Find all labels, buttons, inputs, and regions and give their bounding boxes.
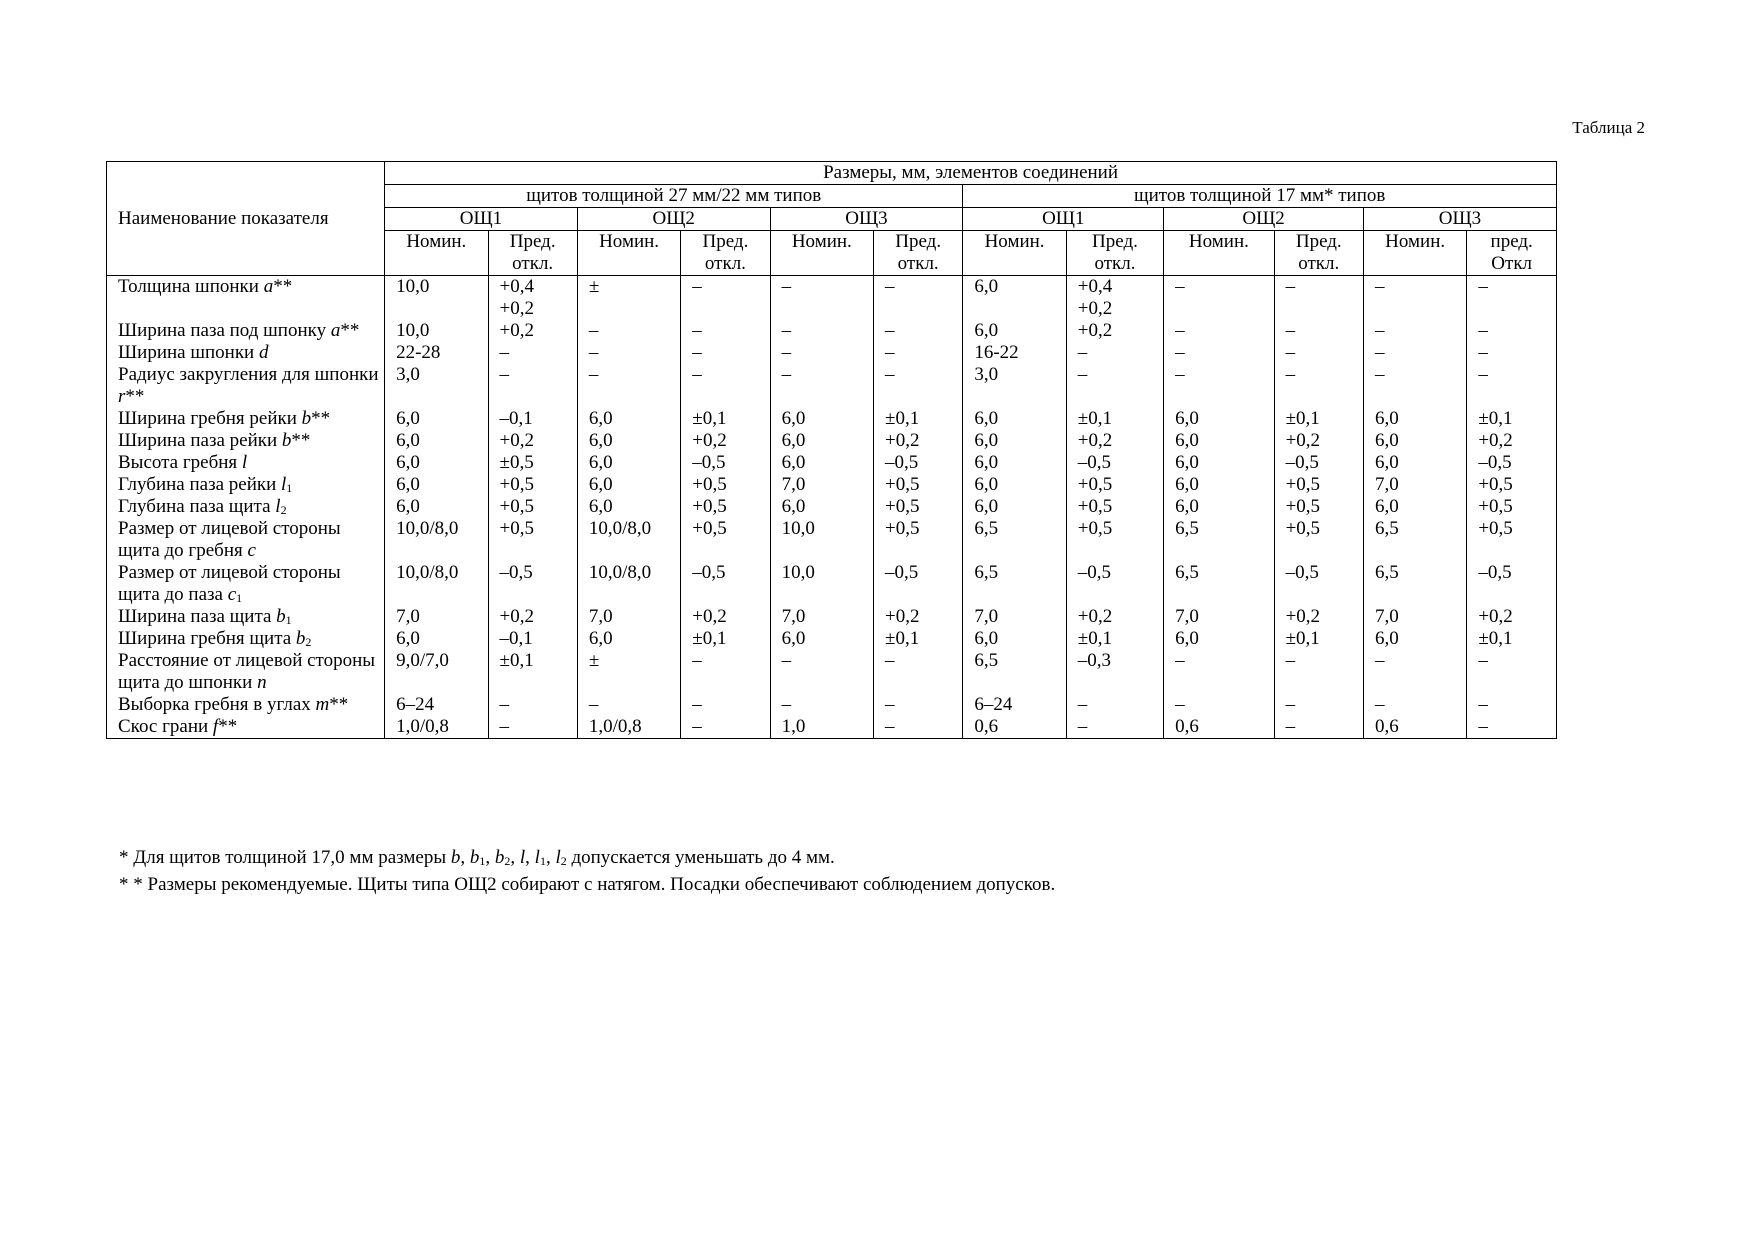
cell-nominal: 6,0: [1363, 430, 1466, 452]
cell-deviation: –0,5: [1274, 562, 1363, 606]
cell-nominal: 6–24: [963, 694, 1066, 716]
cell-deviation: ±0,1: [681, 628, 770, 650]
cell-deviation: –: [488, 364, 577, 408]
table-row: [107, 606, 1557, 628]
row-label: Выборка гребня в углах m**: [107, 694, 385, 716]
cell-deviation: –: [1066, 364, 1163, 408]
cell-nominal: 6,5: [963, 518, 1066, 562]
cell-nominal: 6,5: [963, 650, 1066, 694]
cell-deviation: ±0,1: [1066, 628, 1163, 650]
cell-deviation: –: [874, 276, 963, 321]
cell-nominal: 10,0/8,0: [385, 518, 488, 562]
row-label: Глубина паза рейки $l_1$: [107, 474, 385, 496]
cell-deviation: +0,5: [488, 518, 577, 562]
cell-deviation: –: [1066, 694, 1163, 716]
cell-deviation: ±0,1: [1467, 628, 1557, 650]
cell-deviation: ±0,1: [1274, 408, 1363, 430]
cell-nominal: –: [1164, 694, 1274, 716]
cell-nominal: 10,0: [770, 518, 873, 562]
cell-deviation: –: [1066, 716, 1163, 739]
table-caption: Таблица 2: [1572, 118, 1645, 137]
header-deviation: Пред. откл.: [874, 231, 963, 276]
cell-nominal: 7,0: [1164, 606, 1274, 628]
cell-nominal: 16-22: [963, 342, 1066, 364]
cell-nominal: 6,0: [1164, 430, 1274, 452]
cell-deviation: –: [1274, 650, 1363, 694]
row-label: Ширина паза рейки b**: [107, 430, 385, 452]
cell-nominal: 6,0: [963, 496, 1066, 518]
cell-nominal: 10,0: [385, 276, 488, 321]
cell-deviation: +0,2: [488, 430, 577, 452]
header-deviation: Пред. откл.: [1274, 231, 1363, 276]
cell-nominal: 6,0: [385, 496, 488, 518]
cell-deviation: +0,2: [1066, 430, 1163, 452]
footnote-2: * * Размеры рекомендуемые. Щиты типа ОЩ2 собирают с натягом. Посадки обеспечивают соблюдением допусков.: [119, 874, 1056, 895]
cell-nominal: –: [1363, 320, 1466, 342]
cell-deviation: –: [488, 694, 577, 716]
cell-deviation: –0,5: [1066, 452, 1163, 474]
header-type-6: ОЩ3: [1363, 208, 1556, 231]
cell-nominal: –: [1164, 364, 1274, 408]
table-row: [107, 496, 1557, 518]
table-row: [107, 276, 1557, 321]
table-row: [107, 320, 1557, 342]
header-type-1: ОЩ1: [385, 208, 578, 231]
cell-deviation: –0,5: [1066, 562, 1163, 606]
header-group-27mm: щитов толщиной 27 мм/22 мм типов: [385, 185, 963, 208]
cell-nominal: –: [1363, 364, 1466, 408]
cell-nominal: 6,5: [963, 562, 1066, 606]
cell-deviation: –0,5: [1467, 562, 1557, 606]
cell-deviation: +0,5: [1274, 496, 1363, 518]
table-row: [107, 562, 1557, 606]
cell-nominal: –: [770, 694, 873, 716]
cell-deviation: –: [1274, 694, 1363, 716]
footnote-1: * Для щитов толщиной 17,0 мм размеры b, $b_1$, $b_2$, l, $l_1$, $l_2$ допускается уменьшать до 4 мм.: [119, 847, 835, 868]
cell-deviation: +0,2: [1467, 430, 1557, 452]
cell-nominal: 0,6: [1164, 716, 1274, 739]
table-row: [107, 650, 1557, 694]
cell-nominal: –: [770, 342, 873, 364]
cell-deviation: +0,5: [1066, 474, 1163, 496]
cell-nominal: 10,0/8,0: [577, 562, 680, 606]
cell-deviation: –: [1467, 276, 1557, 321]
cell-deviation: +0,2: [681, 430, 770, 452]
header-type-5: ОЩ2: [1164, 208, 1364, 231]
cell-nominal: 6,5: [1363, 562, 1466, 606]
table-row: [107, 430, 1557, 452]
cell-nominal: 6,0: [963, 276, 1066, 321]
cell-deviation: –: [874, 716, 963, 739]
cell-deviation: –: [1274, 320, 1363, 342]
cell-deviation: +0,2: [488, 606, 577, 628]
cell-nominal: 6,0: [963, 320, 1066, 342]
header-row-1: [107, 162, 1557, 185]
cell-nominal: –: [577, 364, 680, 408]
cell-nominal: 6–24: [385, 694, 488, 716]
cell-deviation: +0,4 +0,2: [1066, 276, 1163, 321]
header-nominal: Номин.: [385, 231, 488, 276]
cell-deviation: –: [1274, 716, 1363, 739]
cell-deviation: +0,2: [1066, 606, 1163, 628]
cell-deviation: –: [1066, 342, 1163, 364]
row-label: Ширина гребня рейки b**: [107, 408, 385, 430]
row-label: Высота гребня l: [107, 452, 385, 474]
cell-nominal: 7,0: [1363, 474, 1466, 496]
cell-deviation: –: [681, 320, 770, 342]
header-nominal: Номин.: [577, 231, 680, 276]
cell-nominal: 6,0: [1363, 496, 1466, 518]
cell-deviation: +0,2: [1274, 606, 1363, 628]
cell-deviation: +0,5: [1274, 474, 1363, 496]
header-type-3: ОЩ3: [770, 208, 963, 231]
cell-deviation: +0,5: [681, 496, 770, 518]
cell-deviation: –: [1467, 650, 1557, 694]
cell-deviation: +0,4 +0,2: [488, 276, 577, 321]
cell-nominal: 6,0: [1363, 628, 1466, 650]
cell-deviation: –: [874, 342, 963, 364]
cell-nominal: 6,0: [963, 430, 1066, 452]
cell-deviation: –: [874, 364, 963, 408]
header-deviation: Пред. откл.: [681, 231, 770, 276]
cell-nominal: ±: [577, 276, 680, 321]
cell-nominal: 6,0: [1363, 408, 1466, 430]
cell-nominal: 7,0: [385, 606, 488, 628]
cell-deviation: +0,2: [488, 320, 577, 342]
cell-deviation: +0,2: [1066, 320, 1163, 342]
cell-deviation: –0,5: [681, 562, 770, 606]
header-nominal: Номин.: [770, 231, 873, 276]
cell-deviation: +0,2: [874, 430, 963, 452]
cell-nominal: –: [577, 342, 680, 364]
cell-deviation: –: [681, 276, 770, 321]
cell-nominal: 10,0/8,0: [577, 518, 680, 562]
cell-deviation: –: [874, 694, 963, 716]
cell-nominal: 6,0: [770, 408, 873, 430]
cell-deviation: –: [681, 716, 770, 739]
cell-nominal: 6,0: [385, 452, 488, 474]
cell-nominal: –: [770, 320, 873, 342]
header-group-17mm: щитов толщиной 17 мм* типов: [963, 185, 1557, 208]
cell-deviation: +0,5: [1467, 496, 1557, 518]
row-label: Радиус закругления для шпонки r**: [107, 364, 385, 408]
cell-deviation: –: [488, 716, 577, 739]
cell-nominal: –: [1363, 650, 1466, 694]
cell-nominal: ±: [577, 650, 680, 694]
cell-deviation: ±0,1: [874, 408, 963, 430]
row-label: Ширина паза под шпонку a**: [107, 320, 385, 342]
row-label: Расстояние от лицевой стороны щита до шпонки n: [107, 650, 385, 694]
cell-deviation: +0,2: [681, 606, 770, 628]
cell-nominal: 10,0: [385, 320, 488, 342]
cell-nominal: 6,0: [577, 430, 680, 452]
table-row: [107, 716, 1557, 739]
cell-deviation: +0,5: [681, 474, 770, 496]
cell-deviation: –0,5: [1467, 452, 1557, 474]
cell-deviation: –: [681, 650, 770, 694]
cell-deviation: –: [874, 650, 963, 694]
cell-deviation: +0,2: [874, 606, 963, 628]
cell-nominal: 6,0: [963, 408, 1066, 430]
cell-nominal: 6,0: [1164, 452, 1274, 474]
cell-nominal: –: [1164, 320, 1274, 342]
table-row: [107, 474, 1557, 496]
cell-nominal: –: [1164, 276, 1274, 321]
cell-nominal: 6,0: [770, 628, 873, 650]
row-label: Ширина шпонки d: [107, 342, 385, 364]
header-type-2: ОЩ2: [577, 208, 770, 231]
cell-deviation: +0,5: [1066, 496, 1163, 518]
cell-nominal: 6,0: [577, 628, 680, 650]
cell-deviation: –: [1467, 694, 1557, 716]
cell-deviation: –0,5: [1274, 452, 1363, 474]
cell-nominal: 1,0: [770, 716, 873, 739]
cell-deviation: –: [1274, 364, 1363, 408]
cell-nominal: –: [1363, 276, 1466, 321]
cell-nominal: 6,0: [1363, 452, 1466, 474]
cell-nominal: 7,0: [577, 606, 680, 628]
cell-nominal: –: [577, 320, 680, 342]
header-deviation: Пред. откл.: [488, 231, 577, 276]
cell-nominal: 6,0: [385, 474, 488, 496]
cell-nominal: 3,0: [963, 364, 1066, 408]
cell-nominal: 6,0: [1164, 474, 1274, 496]
cell-nominal: 6,5: [1363, 518, 1466, 562]
cell-nominal: 1,0/0,8: [577, 716, 680, 739]
header-name-col: Наименование показателя: [107, 162, 385, 276]
cell-nominal: 6,0: [963, 452, 1066, 474]
cell-nominal: 10,0/8,0: [385, 562, 488, 606]
header-nominal: Номин.: [1164, 231, 1274, 276]
cell-nominal: 6,0: [963, 628, 1066, 650]
cell-deviation: –: [681, 694, 770, 716]
cell-nominal: –: [1164, 650, 1274, 694]
table-row: [107, 518, 1557, 562]
cell-deviation: –: [1467, 364, 1557, 408]
cell-deviation: –0,3: [1066, 650, 1163, 694]
cell-nominal: 6,0: [770, 430, 873, 452]
cell-deviation: –0,5: [874, 452, 963, 474]
cell-deviation: ±0,1: [681, 408, 770, 430]
cell-deviation: +0,5: [1467, 518, 1557, 562]
cell-nominal: 6,0: [770, 496, 873, 518]
cell-deviation: –: [1274, 342, 1363, 364]
header-deviation: Пред. откл.: [1066, 231, 1163, 276]
cell-nominal: 7,0: [1363, 606, 1466, 628]
cell-nominal: 7,0: [770, 474, 873, 496]
cell-deviation: +0,5: [874, 474, 963, 496]
row-label: Глубина паза щита $l_2$: [107, 496, 385, 518]
cell-deviation: –: [1274, 276, 1363, 321]
cell-nominal: 6,0: [385, 430, 488, 452]
header-nominal: Номин.: [963, 231, 1066, 276]
row-label: Скос грани f**: [107, 716, 385, 739]
cell-deviation: +0,5: [681, 518, 770, 562]
table-row: [107, 408, 1557, 430]
table-row: [107, 452, 1557, 474]
dimensions-table: [106, 161, 1557, 739]
cell-nominal: 6,0: [577, 474, 680, 496]
header-nominal: Номин.: [1363, 231, 1466, 276]
cell-deviation: ±0,1: [874, 628, 963, 650]
cell-deviation: –: [1467, 716, 1557, 739]
cell-deviation: –: [681, 364, 770, 408]
cell-nominal: 6,0: [1164, 408, 1274, 430]
cell-deviation: –0,1: [488, 628, 577, 650]
cell-nominal: –: [1363, 694, 1466, 716]
cell-deviation: ±0,1: [488, 650, 577, 694]
table-row: [107, 342, 1557, 364]
cell-deviation: –: [488, 342, 577, 364]
cell-nominal: 6,0: [963, 474, 1066, 496]
footnotes: [119, 844, 1055, 898]
cell-nominal: –: [770, 276, 873, 321]
cell-nominal: 1,0/0,8: [385, 716, 488, 739]
table-row: [107, 694, 1557, 716]
cell-nominal: 6,5: [1164, 518, 1274, 562]
cell-deviation: ±0,1: [1066, 408, 1163, 430]
cell-nominal: –: [577, 694, 680, 716]
cell-deviation: –0,1: [488, 408, 577, 430]
cell-nominal: 7,0: [770, 606, 873, 628]
cell-deviation: –: [874, 320, 963, 342]
cell-deviation: +0,5: [1467, 474, 1557, 496]
cell-deviation: ±0,1: [1467, 408, 1557, 430]
cell-deviation: ±0,5: [488, 452, 577, 474]
cell-nominal: 6,0: [577, 408, 680, 430]
cell-deviation: +0,2: [1274, 430, 1363, 452]
cell-deviation: +0,5: [488, 496, 577, 518]
table-body: [107, 276, 1557, 739]
cell-nominal: 9,0/7,0: [385, 650, 488, 694]
header-type-4: ОЩ1: [963, 208, 1164, 231]
row-label: Ширина гребня щита $b_2$: [107, 628, 385, 650]
cell-nominal: –: [1363, 342, 1466, 364]
row-label: Размер от лицевой стороны щита до паза $c_1$: [107, 562, 385, 606]
cell-nominal: 6,0: [1164, 496, 1274, 518]
cell-deviation: +0,5: [874, 518, 963, 562]
cell-nominal: 22-28: [385, 342, 488, 364]
cell-deviation: +0,5: [1066, 518, 1163, 562]
row-label: Толщина шпонки a**: [107, 276, 385, 321]
cell-deviation: –: [1467, 320, 1557, 342]
cell-deviation: +0,2: [1467, 606, 1557, 628]
cell-nominal: 6,0: [385, 628, 488, 650]
cell-nominal: 7,0: [963, 606, 1066, 628]
table-row: [107, 628, 1557, 650]
cell-nominal: 6,0: [577, 452, 680, 474]
cell-nominal: 10,0: [770, 562, 873, 606]
cell-deviation: +0,5: [1274, 518, 1363, 562]
header-main: Размеры, мм, элементов соединений: [385, 162, 1557, 185]
cell-deviation: –0,5: [488, 562, 577, 606]
cell-nominal: 6,5: [1164, 562, 1274, 606]
cell-nominal: –: [770, 364, 873, 408]
row-label: Ширина паза щита $b_1$: [107, 606, 385, 628]
cell-nominal: 6,0: [770, 452, 873, 474]
cell-nominal: 0,6: [963, 716, 1066, 739]
row-label: Размер от лицевой стороны щита до гребня c: [107, 518, 385, 562]
cell-nominal: –: [770, 650, 873, 694]
cell-nominal: 0,6: [1363, 716, 1466, 739]
cell-deviation: ±0,1: [1274, 628, 1363, 650]
cell-deviation: +0,5: [488, 474, 577, 496]
table-row: [107, 364, 1557, 408]
cell-nominal: 3,0: [385, 364, 488, 408]
cell-nominal: 6,0: [1164, 628, 1274, 650]
cell-nominal: 6,0: [577, 496, 680, 518]
cell-nominal: 6,0: [385, 408, 488, 430]
cell-deviation: –: [1467, 342, 1557, 364]
cell-deviation: –: [681, 342, 770, 364]
cell-deviation: +0,5: [874, 496, 963, 518]
header-deviation: пред. Откл: [1467, 231, 1557, 276]
cell-deviation: –0,5: [681, 452, 770, 474]
cell-nominal: –: [1164, 342, 1274, 364]
cell-deviation: –0,5: [874, 562, 963, 606]
